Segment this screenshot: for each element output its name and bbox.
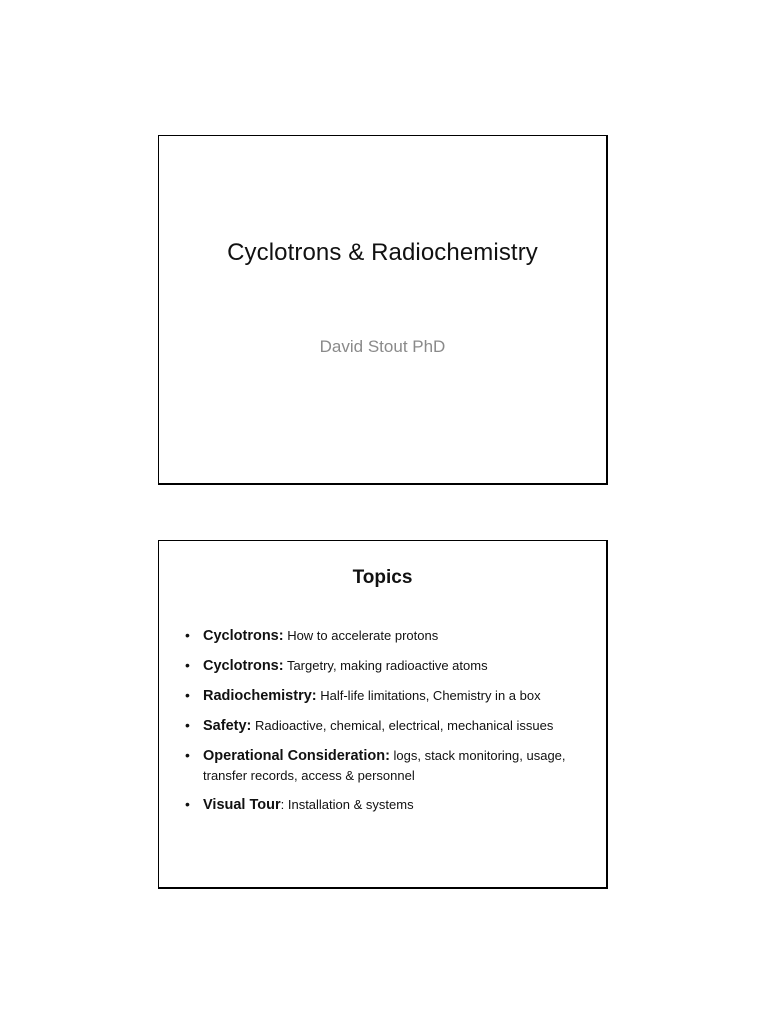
topic-description: : Installation & systems	[280, 797, 414, 812]
slide-subtitle-author: David Stout PhD	[319, 337, 446, 356]
topic-description: Targetry, making radioactive atoms	[283, 658, 488, 673]
bullet-icon: •	[185, 717, 190, 733]
topic-item	[183, 656, 586, 676]
topic-description: How to accelerate protons	[283, 628, 439, 643]
topic-item	[183, 626, 586, 646]
topics-list	[183, 626, 586, 825]
topic-item	[183, 686, 586, 706]
bullet-icon: •	[185, 627, 190, 643]
title-slide	[158, 135, 608, 485]
topic-label: Cyclotrons:	[203, 658, 284, 674]
topic-label: Operational Consideration:	[203, 748, 390, 764]
slide-title: Cyclotrons & Radiochemistry	[227, 239, 538, 266]
topic-item	[183, 716, 586, 736]
topic-description: Radioactive, chemical, electrical, mechanical issues	[251, 718, 554, 733]
topic-label: Safety:	[203, 718, 252, 734]
topic-description: logs, stack monitoring, usage, transfer records, access & personnel	[203, 748, 566, 783]
topic-item	[183, 746, 586, 785]
topic-label: Visual Tour	[203, 797, 281, 813]
topic-label: Radiochemistry:	[203, 688, 317, 704]
topics-heading: Topics	[352, 567, 413, 588]
bullet-icon: •	[185, 747, 190, 763]
topic-description: Half-life limitations, Chemistry in a box	[316, 688, 541, 703]
topics-slide	[158, 540, 608, 889]
topic-item	[183, 795, 586, 815]
bullet-icon: •	[185, 687, 190, 703]
topic-label: Cyclotrons:	[203, 628, 284, 644]
bullet-icon: •	[185, 657, 190, 673]
bullet-icon: •	[185, 796, 190, 812]
